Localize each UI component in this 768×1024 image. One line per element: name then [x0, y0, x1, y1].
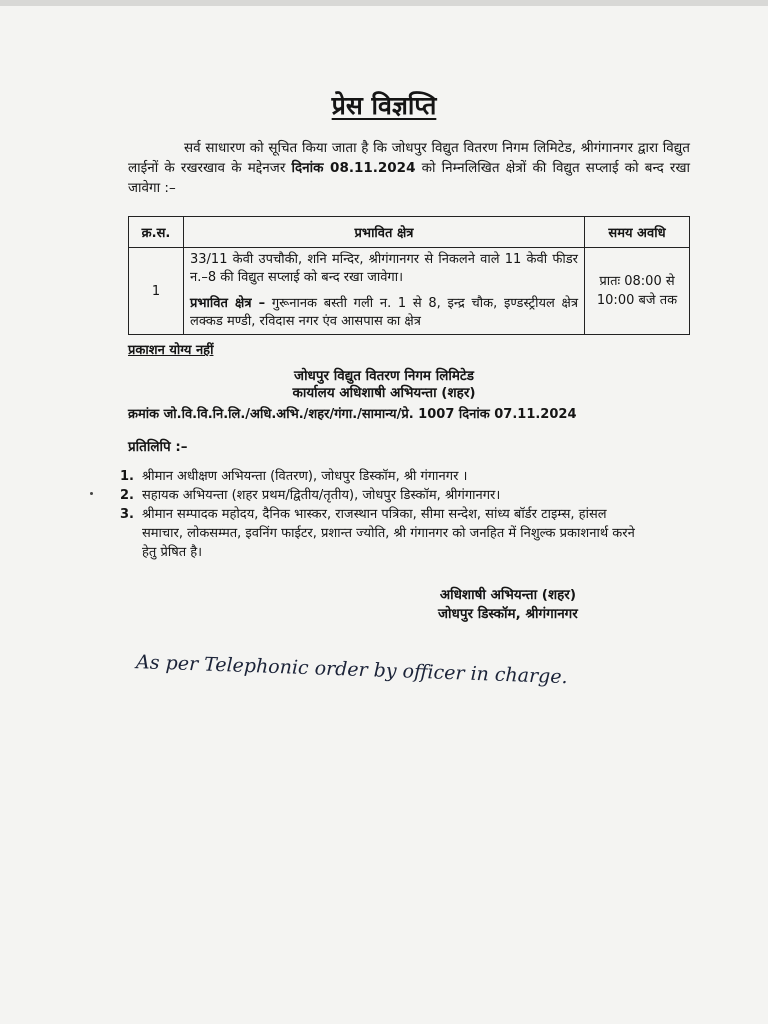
intro-paragraph [128, 138, 690, 198]
list-item-text: श्रीमान सम्पादक महोदय, दैनिक भास्कर, राजस्थान पत्रिका, सीमा सन्देश, सांध्य बॉर्डर टाइम्स, हांसल समाचार, लोकसम्मत, इवनिंग फाईटर, प्रशान्त ज्योति, श्री गंगानगर को जनहित में निशुल्क प्रकाशनार्थ करने हेतु प्रेषित है। [142, 507, 635, 560]
list-item-text: सहायक अभियन्ता (शहर प्रथम/द्वितीय/तृतीय), जोधपुर डिस्कॉम, श्रीगंगानगर। [142, 488, 501, 503]
feeder-description: 33/11 केवी उपचौकी, शनि मन्दिर, श्रीगंगानगर से निकलने वाले 11 केवी फीडर न.–8 की विद्युत सप्लाई को बन्द रखा जावेगा। [190, 252, 578, 285]
cell-duration: प्रातः 08:00 से 10:00 बजे तक [585, 248, 690, 335]
list-item [120, 467, 640, 486]
reference-number: क्रमांक जो.वि.वि.नि.लि./अधि.अभि./शहर/गंगा./सामान्य/प्रे. 1007 दिनांक 07.11.2024 [128, 407, 577, 422]
signatory-office: जोधपुर डिस्कॉम, श्रीगंगानगर [438, 606, 578, 622]
intro-text-after: को निम्नलिखित क्षेत्रों की विद्युत सप्लाई को बन्द रखा जावेगा :– [128, 160, 690, 196]
header-serial: क्र.स. [129, 217, 184, 248]
handwritten-note [132, 640, 592, 700]
table-header-row [129, 217, 690, 248]
header-affected-area: प्रभावित क्षेत्र [184, 217, 585, 248]
org-name: जोधपुर विद्युत वितरण निगम लिमिटेड [294, 368, 474, 384]
affected-area-description [190, 295, 578, 331]
list-item-text: श्रीमान अधीक्षण अभियन्ता (वितरण), जोधपुर डिस्कॉम, श्री गंगानगर । [142, 469, 468, 484]
signature-block [438, 586, 578, 624]
affected-area-text: गुरूनानक बस्ती गली न. 1 से 8, इन्द्र चौक, इण्डस्ट्रीयल क्षेत्र लक्कड मण्डी, रविदास नगर एंव आसपास का क्षेत्र [190, 296, 578, 329]
ink-dot [90, 492, 93, 495]
organization-block [0, 368, 768, 402]
copy-heading: प्रतिलिपि :– [128, 439, 188, 455]
list-item-number: 1. [120, 469, 134, 484]
top-edge-strip [0, 0, 768, 6]
cell-affected-area [184, 248, 585, 335]
list-item-number: 3. [120, 507, 134, 522]
signatory-title: अधिशाषी अभियन्ता (शहर) [439, 587, 576, 603]
handwritten-note-text: As per Telephonic order by officer in charge. [135, 651, 568, 689]
not-publishable-note: प्रकाशन योग्य नहीं [128, 343, 214, 358]
page-title: प्रेस विज्ञप्ति [331, 91, 437, 120]
list-item [120, 505, 640, 562]
copy-list [120, 467, 640, 562]
list-item-number: 2. [120, 488, 134, 503]
affected-area-label: प्रभावित क्षेत्र – [190, 296, 266, 311]
outage-table [128, 216, 690, 335]
table-row [129, 248, 690, 335]
list-item [120, 486, 640, 505]
office-name: कार्यालय अधिशाषी अभियन्ता (शहर) [292, 385, 476, 401]
outage-date: दिनांक 08.11.2024 [291, 160, 416, 176]
header-duration: समय अवधि [585, 217, 690, 248]
intro-text-before: सर्व साधारण को सूचित किया जाता है कि जोधपुर विद्युत वितरण निगम लिमिटेड, श्रीगंगानगर द्वारा विद्युत लाईनों के रखरखाव के मद्देनजर [128, 140, 690, 176]
cell-serial: 1 [129, 248, 184, 335]
